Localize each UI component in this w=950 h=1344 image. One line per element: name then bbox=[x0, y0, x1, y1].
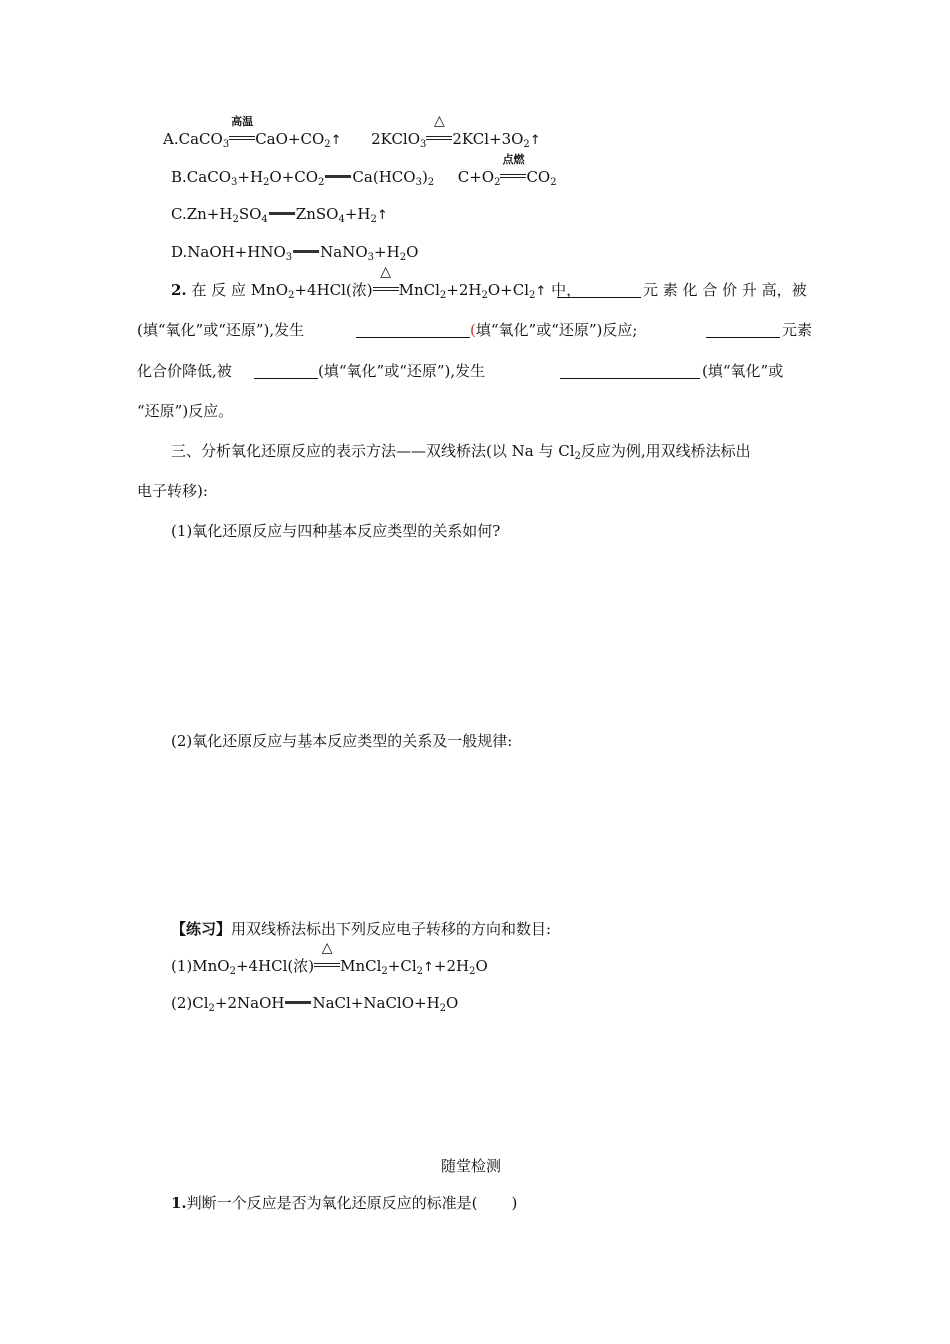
practice-heading: 【练习】用双线桥法标出下列反应电子转移的方向和数目: bbox=[171, 920, 552, 938]
condition-heat: △ bbox=[373, 279, 399, 301]
sub-question-2: (2)氧化还原反应与基本反应类型的关系及一般规律: bbox=[171, 732, 513, 750]
equals-sign bbox=[325, 175, 351, 178]
formula: CaCO bbox=[178, 130, 223, 148]
question-2-line-4: “还原”)反应。 bbox=[137, 402, 234, 420]
section-3-heading-cont: 电子转移): bbox=[137, 482, 208, 500]
option-a: A.CaCO$_3$ 高温 $CaO+CO_2↑$ 2KClO$_3$ △ $2KCl+3O_2↑$ bbox=[163, 113, 541, 150]
answer-blank[interactable] bbox=[356, 323, 470, 338]
condition-ignite: 点燃 bbox=[500, 166, 526, 188]
gas-up-arrow-icon: ↑ bbox=[330, 133, 342, 148]
practice-equation-1: (1)MnO$_2$+4HCl(浓) △ $MnCl_2+Cl_2↑+2H_2O$ bbox=[171, 940, 488, 977]
check-question-1: 1.判断一个反应是否为氧化还原反应的标准是( ) bbox=[171, 1194, 518, 1212]
question-2-line-3c: (填“氧化”或 bbox=[702, 362, 784, 380]
question-2-line-2: (填“氧化”或“还原”),发生 bbox=[137, 321, 305, 339]
answer-blank[interactable] bbox=[254, 364, 318, 379]
question-2-line-3a: 化合价降低,被 bbox=[137, 362, 232, 380]
option-b: $B.CaCO_3+H_2O+CO_2$ $Ca(HCO_3)_2$ $C+O_2$ 点燃 $CO_2$ bbox=[171, 153, 557, 188]
question-2-line-1: 2. 在 反 应 MnO$_2$+4HCl(浓) △ $MnCl_2+2H_2O+Cl_2↑$ 中， bbox=[171, 264, 582, 301]
equals-sign bbox=[293, 250, 319, 253]
section-3-heading: 三、分析氧化还原反应的表示方法——双线桥法(以 Na 与 $Cl_2$反应为例,用双线桥法标出 bbox=[171, 442, 751, 462]
gas-up-arrow-icon: ↑ bbox=[535, 284, 547, 299]
gas-up-arrow-icon: ↑ bbox=[376, 208, 388, 223]
condition-heat: △ bbox=[314, 955, 340, 977]
question-2-text-1: 元 素 化 合 价 升 高，被 bbox=[643, 281, 807, 299]
gas-up-arrow-icon: ↑ bbox=[529, 133, 541, 148]
answer-blank[interactable] bbox=[706, 323, 780, 338]
section-title: 随堂检测 bbox=[441, 1157, 502, 1175]
answer-blank[interactable] bbox=[557, 283, 641, 298]
option-c: $C.Zn+H_2SO_4$ $ZnSO_4+H_2↑$ bbox=[171, 205, 388, 225]
question-2-line-3b: (填“氧化”或“还原”),发生 bbox=[318, 362, 486, 380]
question-2-line-2b: (填“氧化”或“还原”)反应; bbox=[470, 321, 638, 339]
question-2-line-2c: 元素 bbox=[782, 321, 813, 339]
equals-sign bbox=[269, 212, 295, 215]
sub-question-1: (1)氧化还原反应与四种基本反应类型的关系如何? bbox=[171, 522, 501, 540]
practice-equation-2: $(2)Cl_2+2NaOH$ $NaCl+NaClO+H_2O$ bbox=[171, 994, 459, 1014]
option-d: $D.NaOH+HNO_3$ $NaNO_3+H_2O$ bbox=[171, 243, 419, 263]
equals-sign bbox=[285, 1001, 311, 1004]
gas-up-arrow-icon: ↑ bbox=[423, 960, 434, 975]
condition-heat: △ bbox=[426, 128, 452, 150]
answer-blank[interactable] bbox=[560, 364, 700, 379]
option-label: A. bbox=[163, 130, 179, 148]
condition-high-temp: 高温 bbox=[229, 128, 255, 150]
